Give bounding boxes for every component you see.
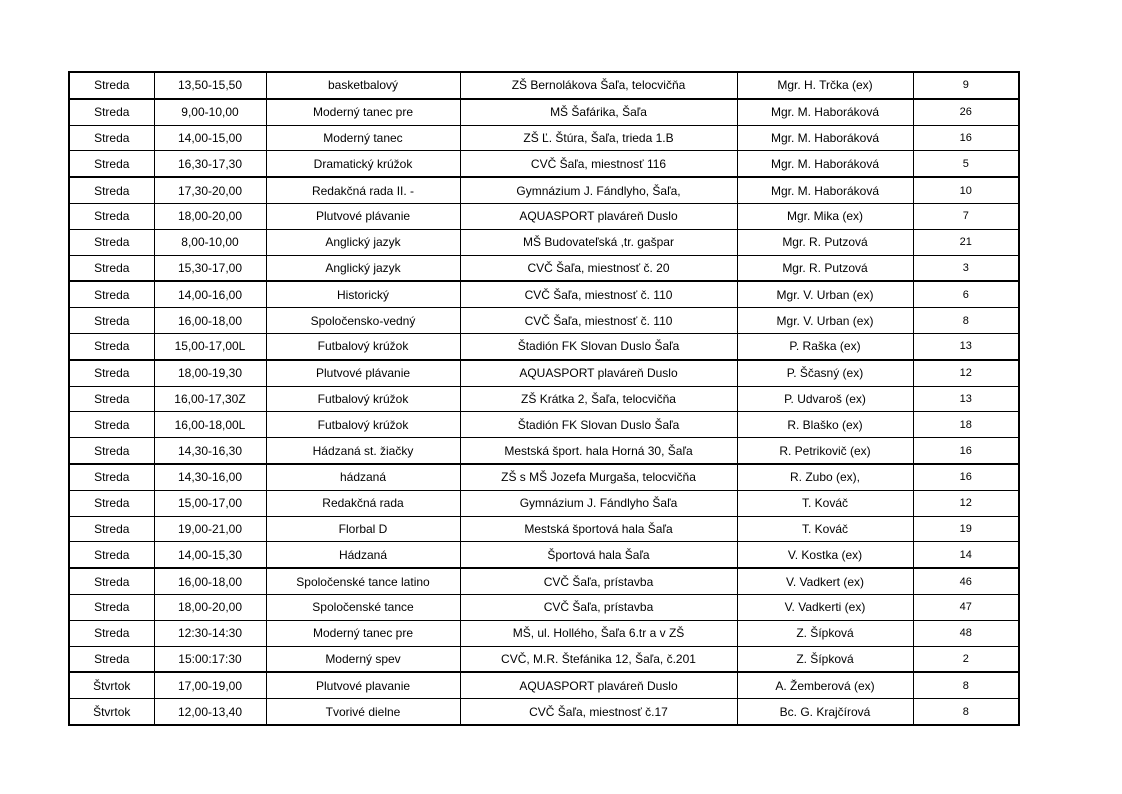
cell-day: Streda	[69, 255, 154, 281]
cell-count: 12	[913, 490, 1019, 516]
cell-count: 6	[913, 281, 1019, 307]
cell-day: Streda	[69, 308, 154, 334]
cell-place: Športová hala Šaľa	[460, 542, 737, 568]
cell-activity: Moderný tanec pre	[266, 99, 460, 125]
cell-count: 18	[913, 412, 1019, 438]
cell-day: Streda	[69, 542, 154, 568]
cell-count: 5	[913, 151, 1019, 177]
table-row	[69, 464, 1019, 490]
cell-place: MŠ Šafárika, Šaľa	[460, 99, 737, 125]
cell-day: Streda	[69, 99, 154, 125]
cell-place: AQUASPORT plaváreň Duslo	[460, 672, 737, 698]
cell-count: 12	[913, 360, 1019, 386]
cell-time: 14,30-16,00	[154, 464, 266, 490]
cell-count: 48	[913, 620, 1019, 646]
cell-day: Streda	[69, 464, 154, 490]
cell-time: 16,00-18,00L	[154, 412, 266, 438]
cell-activity: hádzaná	[266, 464, 460, 490]
cell-place: MŠ Budovateľská ,tr. gašpar	[460, 229, 737, 255]
cell-count: 16	[913, 464, 1019, 490]
cell-time: 8,00-10,00	[154, 229, 266, 255]
cell-time: 16,00-18,00	[154, 308, 266, 334]
cell-leader: Mgr. H. Trčka (ex)	[737, 72, 913, 99]
cell-activity: Futbalový krúžok	[266, 386, 460, 412]
cell-place: ZŠ Bernolákova Šaľa, telocvičňa	[460, 72, 737, 99]
cell-day: Streda	[69, 281, 154, 307]
cell-day: Streda	[69, 620, 154, 646]
cell-activity: Anglický jazyk	[266, 255, 460, 281]
cell-activity: Spoločenské tance latino	[266, 568, 460, 594]
table-row	[69, 72, 1019, 99]
table-row	[69, 438, 1019, 464]
cell-day: Streda	[69, 646, 154, 672]
cell-time: 18,00-20,00	[154, 594, 266, 620]
cell-place: Mestská športová hala Šaľa	[460, 516, 737, 542]
cell-leader: Bc. G. Krajčírová	[737, 699, 913, 725]
cell-activity: Plutvové plavanie	[266, 672, 460, 698]
cell-place: ZŠ s MŠ Jozefa Murgaša, telocvičňa	[460, 464, 737, 490]
cell-place: Mestská šport. hala Horná 30, Šaľa	[460, 438, 737, 464]
cell-time: 15,00-17,00L	[154, 333, 266, 359]
table-row	[69, 360, 1019, 386]
cell-activity: Tvorivé dielne	[266, 699, 460, 725]
cell-leader: Mgr. V. Urban (ex)	[737, 308, 913, 334]
table-row	[69, 699, 1019, 725]
table-row	[69, 568, 1019, 594]
cell-leader: Mgr. M. Haboráková	[737, 125, 913, 151]
cell-activity: Spoločenské tance	[266, 594, 460, 620]
cell-activity: Historický	[266, 281, 460, 307]
cell-time: 15:00:17:30	[154, 646, 266, 672]
cell-count: 46	[913, 568, 1019, 594]
cell-activity: Redakčná rada II. -	[266, 177, 460, 203]
cell-activity: Redakčná rada	[266, 490, 460, 516]
cell-time: 14,30-16,30	[154, 438, 266, 464]
cell-day: Streda	[69, 516, 154, 542]
cell-leader: Mgr. V. Urban (ex)	[737, 281, 913, 307]
cell-day: Streda	[69, 438, 154, 464]
table-row	[69, 412, 1019, 438]
cell-place: AQUASPORT plaváreň Duslo	[460, 203, 737, 229]
cell-activity: Futbalový krúžok	[266, 412, 460, 438]
cell-count: 3	[913, 255, 1019, 281]
cell-time: 13,50-15,50	[154, 72, 266, 99]
cell-time: 16,00-17,30Z	[154, 386, 266, 412]
cell-activity: Plutvové plávanie	[266, 203, 460, 229]
cell-place: CVČ Šaľa, miestnosť č. 110	[460, 308, 737, 334]
cell-place: ZŠ Ľ. Štúra, Šaľa, trieda 1.B	[460, 125, 737, 151]
cell-leader: Z. Šípková	[737, 646, 913, 672]
cell-day: Štvrtok	[69, 699, 154, 725]
table-row	[69, 99, 1019, 125]
cell-leader: P. Raška (ex)	[737, 333, 913, 359]
table-row	[69, 151, 1019, 177]
cell-time: 16,30-17,30	[154, 151, 266, 177]
table-row	[69, 594, 1019, 620]
cell-time: 17,00-19,00	[154, 672, 266, 698]
cell-place: CVČ Šaľa, miestnosť č. 110	[460, 281, 737, 307]
cell-place: AQUASPORT plaváreň Duslo	[460, 360, 737, 386]
cell-count: 9	[913, 72, 1019, 99]
table-row	[69, 203, 1019, 229]
cell-count: 14	[913, 542, 1019, 568]
cell-count: 47	[913, 594, 1019, 620]
cell-leader: V. Vadkert (ex)	[737, 568, 913, 594]
cell-leader: T. Kováč	[737, 490, 913, 516]
cell-day: Streda	[69, 360, 154, 386]
schedule-body	[69, 72, 1019, 725]
cell-leader: P. Ščasný (ex)	[737, 360, 913, 386]
cell-place: CVČ Šaľa, prístavba	[460, 568, 737, 594]
cell-day: Štvrtok	[69, 672, 154, 698]
cell-time: 15,00-17,00	[154, 490, 266, 516]
cell-leader: Mgr. M. Haboráková	[737, 99, 913, 125]
cell-day: Streda	[69, 151, 154, 177]
cell-leader: V. Kostka (ex)	[737, 542, 913, 568]
table-row	[69, 333, 1019, 359]
cell-place: MŠ, ul. Hollého, Šaľa 6.tr a v ZŠ	[460, 620, 737, 646]
cell-time: 18,00-20,00	[154, 203, 266, 229]
cell-time: 14,00-15,00	[154, 125, 266, 151]
cell-time: 16,00-18,00	[154, 568, 266, 594]
cell-activity: Moderný tanec	[266, 125, 460, 151]
cell-activity: basketbalový	[266, 72, 460, 99]
cell-day: Streda	[69, 412, 154, 438]
schedule-table	[68, 71, 1020, 726]
cell-leader: Mgr. Mika (ex)	[737, 203, 913, 229]
cell-time: 15,30-17,00	[154, 255, 266, 281]
cell-leader: Mgr. R. Putzová	[737, 229, 913, 255]
cell-time: 14,00-16,00	[154, 281, 266, 307]
cell-leader: R. Petrikovič (ex)	[737, 438, 913, 464]
table-row	[69, 516, 1019, 542]
cell-day: Streda	[69, 594, 154, 620]
cell-activity: Hádzaná st. žiačky	[266, 438, 460, 464]
cell-count: 26	[913, 99, 1019, 125]
cell-count: 7	[913, 203, 1019, 229]
table-row	[69, 620, 1019, 646]
cell-activity: Anglický jazyk	[266, 229, 460, 255]
cell-activity: Plutvové plávanie	[266, 360, 460, 386]
cell-day: Streda	[69, 125, 154, 151]
cell-day: Streda	[69, 229, 154, 255]
cell-place: Štadión FK Slovan Duslo Šaľa	[460, 333, 737, 359]
cell-place: CVČ Šaľa, prístavba	[460, 594, 737, 620]
cell-leader: V. Vadkerti (ex)	[737, 594, 913, 620]
cell-place: CVČ Šaľa, miestnosť č.17	[460, 699, 737, 725]
cell-place: CVČ Šaľa, miestnosť 116	[460, 151, 737, 177]
cell-count: 13	[913, 386, 1019, 412]
cell-activity: Futbalový krúžok	[266, 333, 460, 359]
cell-count: 8	[913, 308, 1019, 334]
cell-count: 21	[913, 229, 1019, 255]
table-row	[69, 672, 1019, 698]
cell-leader: R. Zubo (ex),	[737, 464, 913, 490]
cell-leader: R. Blaško (ex)	[737, 412, 913, 438]
cell-activity: Florbal D	[266, 516, 460, 542]
table-row	[69, 646, 1019, 672]
cell-day: Streda	[69, 177, 154, 203]
cell-activity: Moderný spev	[266, 646, 460, 672]
cell-place: CVČ, M.R. Štefánika 12, Šaľa, č.201	[460, 646, 737, 672]
cell-time: 9,00-10,00	[154, 99, 266, 125]
cell-activity: Moderný tanec pre	[266, 620, 460, 646]
cell-count: 16	[913, 125, 1019, 151]
table-row	[69, 490, 1019, 516]
cell-activity: Hádzaná	[266, 542, 460, 568]
cell-day: Streda	[69, 72, 154, 99]
cell-place: Gymnázium J. Fándlyho Šaľa	[460, 490, 737, 516]
cell-time: 18,00-19,30	[154, 360, 266, 386]
cell-leader: Mgr. R. Putzová	[737, 255, 913, 281]
cell-count: 8	[913, 699, 1019, 725]
cell-leader: A. Žemberová (ex)	[737, 672, 913, 698]
cell-place: ZŠ Krátka 2, Šaľa, telocvičňa	[460, 386, 737, 412]
cell-day: Streda	[69, 386, 154, 412]
table-row	[69, 542, 1019, 568]
table-row	[69, 125, 1019, 151]
cell-day: Streda	[69, 568, 154, 594]
cell-time: 14,00-15,30	[154, 542, 266, 568]
cell-count: 8	[913, 672, 1019, 698]
cell-activity: Dramatický krúžok	[266, 151, 460, 177]
cell-count: 16	[913, 438, 1019, 464]
cell-day: Streda	[69, 333, 154, 359]
table-row	[69, 308, 1019, 334]
cell-leader: Z. Šípková	[737, 620, 913, 646]
table-row	[69, 281, 1019, 307]
table-row	[69, 229, 1019, 255]
table-row	[69, 177, 1019, 203]
cell-leader: Mgr. M. Haboráková	[737, 177, 913, 203]
table-row	[69, 386, 1019, 412]
cell-count: 13	[913, 333, 1019, 359]
cell-count: 19	[913, 516, 1019, 542]
cell-time: 19,00-21,00	[154, 516, 266, 542]
cell-count: 2	[913, 646, 1019, 672]
cell-day: Streda	[69, 490, 154, 516]
cell-place: Gymnázium J. Fándlyho, Šaľa,	[460, 177, 737, 203]
cell-leader: T. Kováč	[737, 516, 913, 542]
cell-day: Streda	[69, 203, 154, 229]
cell-time: 12:30-14:30	[154, 620, 266, 646]
table-row	[69, 255, 1019, 281]
cell-time: 17,30-20,00	[154, 177, 266, 203]
cell-count: 10	[913, 177, 1019, 203]
cell-leader: Mgr. M. Haboráková	[737, 151, 913, 177]
cell-time: 12,00-13,40	[154, 699, 266, 725]
cell-place: Štadión FK Slovan Duslo Šaľa	[460, 412, 737, 438]
cell-activity: Spoločensko-vedný	[266, 308, 460, 334]
cell-place: CVČ Šaľa, miestnosť č. 20	[460, 255, 737, 281]
cell-leader: P. Udvaroš (ex)	[737, 386, 913, 412]
